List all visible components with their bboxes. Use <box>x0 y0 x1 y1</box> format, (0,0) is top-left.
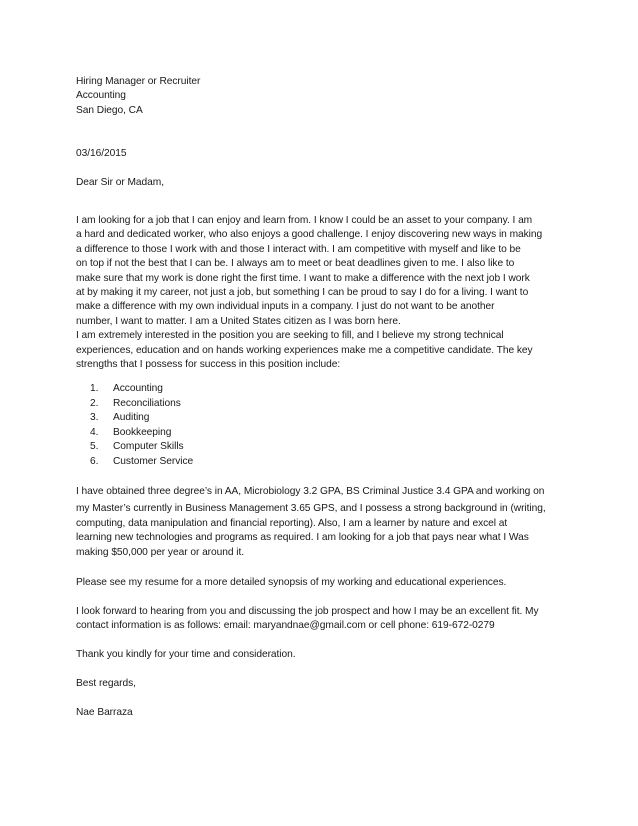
paragraph-intro <box>76 214 576 372</box>
thanks-line <box>76 648 576 662</box>
list-item <box>76 382 576 397</box>
thanks-text: Thank you kindly for your time and consideration. <box>76 649 296 660</box>
recipient-location: San Diego, CA <box>76 104 143 116</box>
recipient-department: Accounting <box>76 90 126 102</box>
closing-text: Best regards, <box>76 678 136 689</box>
paragraph-line: I look forward to hearing from you and discussing the job prospect and how I may be an excellent fit. My <box>76 606 539 617</box>
paragraph-line: making $50,000 per year or around it. <box>76 546 245 558</box>
recipient-name: Hiring Manager or Recruiter <box>76 76 201 87</box>
paragraph-line: experiences, education and on hands working experiences make me a competitive candidate. The key <box>76 344 533 356</box>
paragraph-line: on top if not the best that I can be. I always am to meet or beat deadlines given to me. I also like to <box>76 258 515 270</box>
paragraph-line: Please see my resume for a more detailed synopsis of my working and educational experiences. <box>76 577 507 588</box>
list-label: Computer Skills <box>113 441 184 452</box>
list-label: Accounting <box>113 383 163 394</box>
list-label: Bookkeeping <box>113 426 172 438</box>
signature-line <box>76 706 576 720</box>
paragraph-line: I am looking for a job that I can enjoy and learn from. I know I could be an asset to your company. I am <box>76 215 533 226</box>
paragraph-line: learning new technologies and programs as required. I am looking for a job that pays near what I Was <box>76 532 529 544</box>
paragraph-line: make a difference with my own individual inputs in a company. I just do not want to be another <box>76 301 495 313</box>
paragraph-line: number, I want to matter. I am a United States citizen as I was born here. <box>76 315 401 327</box>
paragraph-line: my Master’s currently in Business Management 3.65 GPS, and I possess a strong background in (writing, <box>76 503 546 515</box>
paragraph-line: computing, data manipulation and financial reporting). Also, I am a learner by nature and excel at <box>76 517 508 529</box>
paragraph-line: a hard and dedicated worker, who also enjoys a good challenge. I enjoy discovering new ways in making <box>76 229 543 241</box>
paragraph-line: strengths that I possess for success in this position include: <box>76 359 341 371</box>
date-text: 03/16/2015 <box>76 148 127 159</box>
list-label: Customer Service <box>113 455 194 467</box>
list-number: 4. <box>90 426 99 438</box>
list-item <box>76 455 576 470</box>
paragraph-contact <box>76 605 576 634</box>
paragraph-line: I am extremely interested in the position you are seeking to fill, and I believe my strong technical <box>76 330 504 342</box>
list-item <box>76 440 576 455</box>
salutation <box>76 176 576 190</box>
paragraph-line: a difference to those I work with and those I interact with. I am competitive with myself and like to be <box>76 243 521 255</box>
list-item <box>76 397 576 412</box>
paragraph-resume <box>76 576 576 590</box>
list-number: 1. <box>90 383 99 394</box>
list-item <box>76 411 576 426</box>
closing-line <box>76 677 576 691</box>
salutation-text: Dear Sir or Madam, <box>76 177 164 188</box>
list-number: 6. <box>90 455 99 467</box>
recipient-block <box>76 75 576 118</box>
paragraph-line: at by making it my career, not just a job, but something I can be proud to say I do for a living. I want to <box>76 287 529 299</box>
list-number: 2. <box>90 397 99 409</box>
paragraph-line: make sure that my work is done right the first time. I want to make a difference with the next job I work <box>76 272 530 284</box>
letter-date <box>76 147 576 161</box>
paragraph-line: contact information is as follows: email: maryandnae@gmail.com or cell phone: 619-672-0279 <box>76 620 495 632</box>
list-number: 5. <box>90 441 99 452</box>
list-label: Auditing <box>113 412 150 423</box>
strengths-list <box>76 382 576 469</box>
list-item <box>76 426 576 441</box>
signature-text: Nae Barraza <box>76 707 133 718</box>
list-number: 3. <box>90 412 99 423</box>
paragraph-education <box>76 485 576 560</box>
paragraph-line: I have obtained three degree’s in AA, Microbiology 3.2 GPA, BS Criminal Justice 3.4 GPA and working on <box>76 486 545 497</box>
list-label: Reconciliations <box>113 397 181 409</box>
